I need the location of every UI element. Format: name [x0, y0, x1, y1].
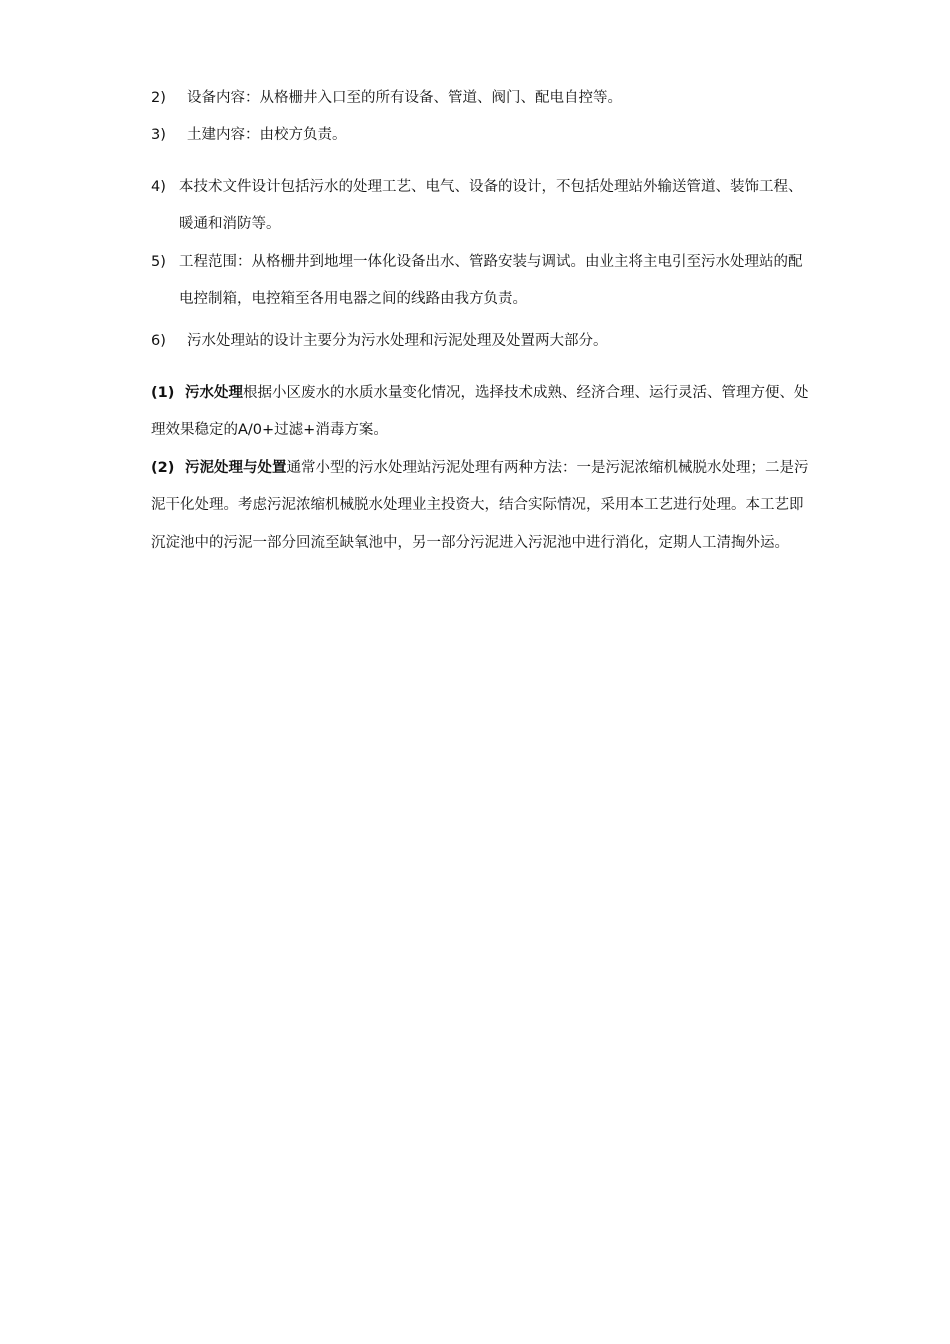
item-number: 6): [151, 333, 166, 349]
section-line: [151, 458, 871, 478]
section-line: 理效果稳定的A/0+过滤+消毒方案。: [151, 422, 388, 438]
item-text-line: 暖通和消防等。: [179, 216, 281, 232]
section-label: (1): [151, 385, 175, 401]
item-text: 污水处理站的设计主要分为污水处理和污泥处理及处置两大部分。: [187, 333, 608, 349]
item-text: 土建内容：由校方负责。: [187, 127, 347, 143]
section-line: 泥干化处理。考虑污泥浓缩机械脱水处理业主投资大，结合实际情况，采用本工艺进行处理。本工艺即: [151, 497, 804, 513]
item-number: 5): [151, 254, 166, 270]
item-number: 3): [151, 127, 166, 143]
item-number: 4): [151, 179, 166, 195]
section-text: 根据小区废水的水质水量变化情况，选择技术成熟、经济合理、运行灵活、管理方便、处: [242, 385, 809, 401]
item-text: 设备内容：从格栅井入口至的所有设备、管道、阀门、配电自控等。: [187, 90, 622, 106]
item-text-line: 工程范围：从格栅井到地埋一体化设备出水、管路安装与调试。由业主将主电引至污水处理站的配: [179, 254, 803, 270]
section-line: [151, 383, 871, 403]
item-number: 2): [151, 90, 166, 106]
section-title: 污水处理: [184, 385, 243, 401]
section-label: (2): [151, 460, 175, 476]
section-text: 通常小型的污水处理站污泥处理有两种方法：一是污泥浓缩机械脱水处理；二是污: [286, 460, 809, 476]
item-text-line: 电控制箱，电控箱至各用电器之间的线路由我方负责。: [179, 291, 527, 307]
item-text-line: 本技术文件设计包括污水的处理工艺、电气、设备的设计，不包括处理站外输送管道、装饰工程、: [179, 179, 803, 195]
section-title: 污泥处理与处置: [184, 460, 287, 476]
section-line: 沉淀池中的污泥一部分回流至缺氧池中，另一部分污泥进入污泥池中进行消化，定期人工清掏外运。: [151, 535, 789, 551]
